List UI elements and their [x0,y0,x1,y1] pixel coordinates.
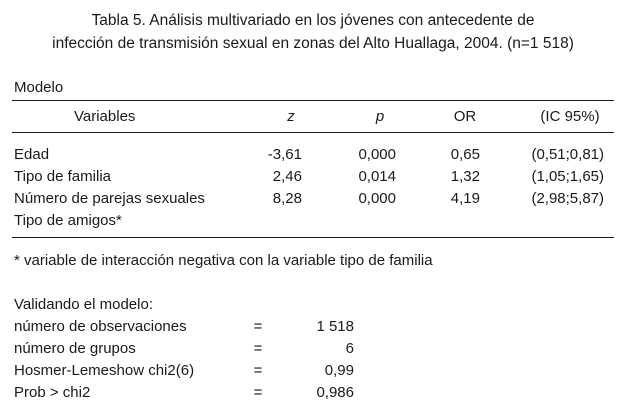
row-or: 4,19 [450,190,480,207]
validation-value: 0,986 [316,384,354,401]
row-variable: Tipo de familia [14,168,111,185]
validation-equals: = [253,384,263,401]
table-bottom-rule [12,237,614,238]
row-p: 0,000 [358,146,396,163]
table-title-line-2: infección de transmisión sexual en zonas del Alto Huallaga, 2004. (n=1 518) [52,35,574,52]
row-z: 8,28 [272,190,302,207]
header-top-rule [12,100,614,101]
table-title-line-1: Tabla 5. Análisis multivariado en los jóvenes con antecedente de [91,12,535,29]
validation-value: 6 [345,340,354,357]
row-variable: Edad [14,146,50,163]
row-ci: (0,51;0,81) [531,146,604,163]
header-z: z [287,108,295,125]
header-ci: (IC 95%) [540,108,600,125]
validation-label: número de observaciones [14,318,187,335]
validation-heading: Validando el modelo: [14,296,153,313]
header-p: p [375,108,385,125]
header-bottom-rule [12,132,614,133]
validation-equals: = [253,318,263,335]
row-z: -3,61 [267,146,302,163]
header-variables: Variables [74,108,136,125]
validation-label: número de grupos [14,340,136,357]
row-or: 0,65 [450,146,480,163]
validation-equals: = [253,362,263,379]
row-or: 1,32 [450,168,480,185]
row-p: 0,014 [358,168,396,185]
validation-value: 1 518 [316,318,354,335]
row-variable: Tipo de amigos* [14,212,122,229]
row-variable: Número de parejas sexuales [14,190,205,207]
row-ci: (2,98;5,87) [531,190,604,207]
validation-label: Hosmer-Lemeshow chi2(6) [14,362,195,379]
validation-label: Prob > chi2 [14,384,91,401]
validation-equals: = [253,340,263,357]
validation-value: 0,99 [324,362,354,379]
model-label: Modelo [14,79,64,96]
row-ci: (1,05;1,65) [531,168,604,185]
row-z: 2,46 [272,168,302,185]
row-p: 0,000 [358,190,396,207]
footnote: * variable de interacción negativa con la variable tipo de familia [14,252,433,269]
header-or: OR [453,108,477,125]
